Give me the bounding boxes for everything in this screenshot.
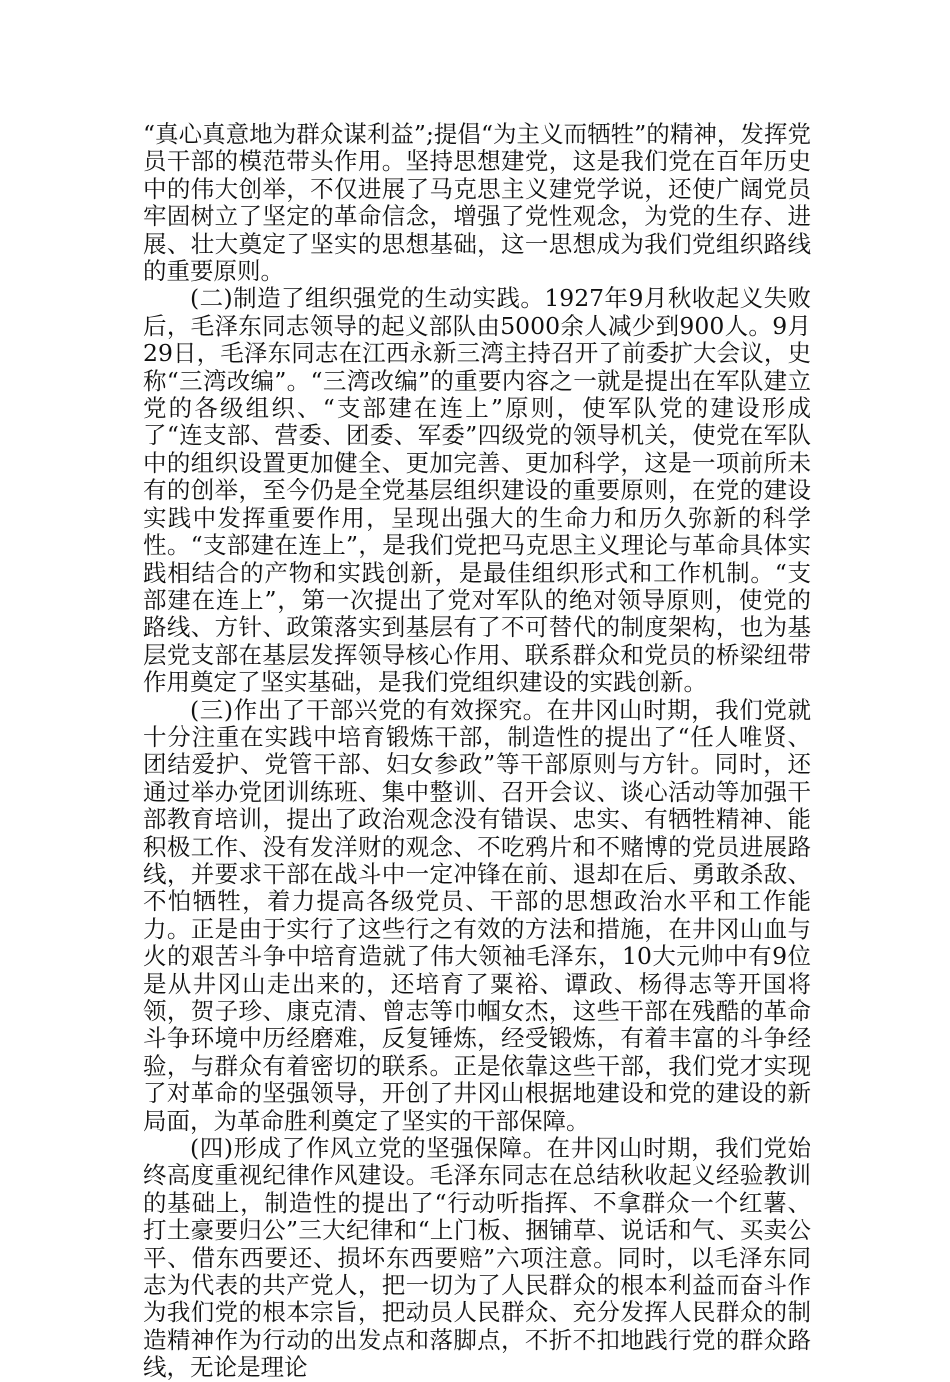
paragraph-continuation: “真心真意地为群众谋利益”;提倡“为主义而牺牲”的精神，发挥党员干部的模范带头作用。坚持思想建党，这是我们党在百年历史中的伟大创举，不仅进展了马克思主义建党学说，还使广阔党员牢固树立了坚定的革命信念，增强了党性观念，为党的生存、进展、壮大奠定了坚实的思想基础，这一思想成为我们党组织路线的重要原则。 [143,120,811,286]
document-body [143,121,811,1382]
paragraph-section-3: (三)作出了干部兴党的有效探究。在井冈山时期，我们党就十分注重在实践中培育锻炼干部，制造性的提出了“任人唯贤、团结爱护、党管干部、妇女参政”等干部原则与方针。同时，还通过举办党团训练班、集中整训、召开会议、谈心活动等加强干部教育培训，提出了政治观念没有错误、忠实、有牺牲精神、能积极工作、没有发洋财的观念、不吃鸦片和不赌博的党员进展路线，并要求干部在战斗中一定冲锋在前、退却在后、勇敢杀敌、不怕牺牲，着力提高各级党员、干部的思想政治水平和工作能力。正是由于实行了这些行之有效的方法和措施，在井冈山血与火的艰苦斗争中培育造就了伟大领袖毛泽东，10大元帅中有9位是从井冈山走出来的，还培育了粟裕、谭政、杨得志等开国将领，贺子珍、康克清、曾志等巾帼女杰，这些干部在残酷的革命斗争环境中历经磨难，反复锤炼，经受锻炼，有着丰富的斗争经验，与群众有着密切的联系。正是依靠这些干部，我们党才实现了对革命的坚强领导，开创了井冈山根据地建设和党的建设的新局面，为革命胜利奠定了坚实的干部保障。 [143,695,811,1135]
paragraph-section-2: (二)制造了组织强党的生动实践。1927年9月秋收起义失败后，毛泽东同志领导的起义部队由5000余人减少到900人。9月29日，毛泽东同志在江西永新三湾主持召开了前委扩大会议，史称“三湾改编”。“三湾改编”的重要内容之一就是提出在军队建立党的各级组织、“支部建在连上”原则，使军队党的建设形成了“连支部、营委、团委、军委”四级党的领导机关，使党在军队中的组织设置更加健全、更加完善、更加科学，这是一项前所未有的创举，至今仍是全党基层组织建设的重要原则，在党的建设实践中发挥重要作用，呈现出强大的生命力和历久弥新的科学性。“支部建在连上”，是我们党把马克思主义理论与革命具体实践相结合的产物和实践创新，是最佳组织形式和工作机制。“支部建在连上”，第一次提出了党对军队的绝对领导原则，使党的路线、方针、政策落实到基层有了不可替代的制度架构，也为基层党支部在基层发挥领导核心作用、联系群众和党员的桥梁纽带作用奠定了坚实基础，是我们党组织建设的实践创新。 [143,284,811,697]
paragraph-section-4: (四)形成了作风立党的坚强保障。在井冈山时期，我们党始终高度重视纪律作风建设。毛泽东同志在总结秋收起义经验教训的基础上，制造性的提出了“行动听指挥、不拿群众一个红薯、打土豪要归公”三大纪律和“上门板、捆铺草、说话和气、买卖公平、借东西要还、损坏东西要赔”六项注意。同时，以毛泽东同志为代表的共产党人，把一切为了人民群众的根本利益而奋斗作为我们党的根本宗旨，把动员人民群众、充分发挥人民群众的制造精神作为行动的出发点和落脚点，不折不扣地践行党的群众路线，无论是理论 [143,1134,811,1382]
